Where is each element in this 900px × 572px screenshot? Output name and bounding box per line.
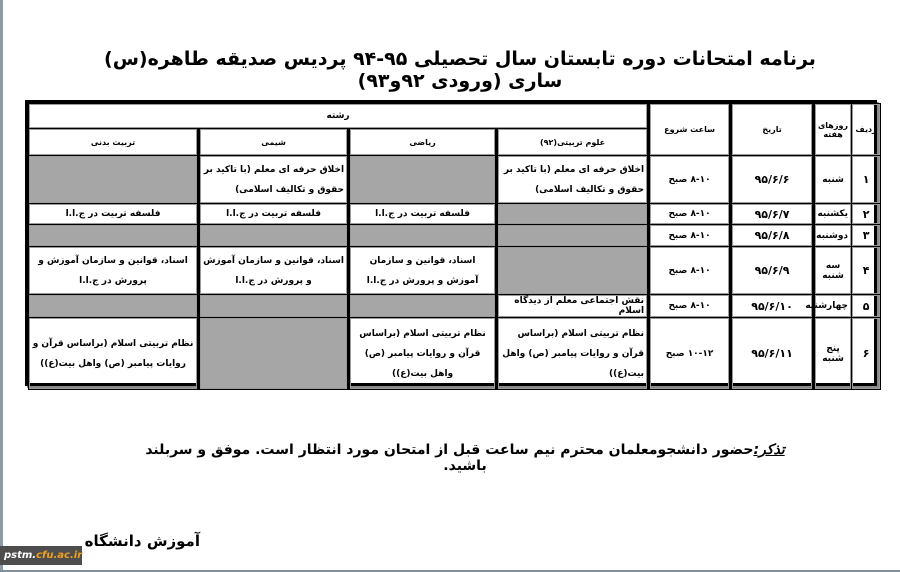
row-weekday: چهارشنبه: [814, 295, 852, 318]
exam-cell-empty: [497, 225, 649, 247]
exam-cell: فلسفه تربیت در ج.ا.ا: [199, 204, 349, 225]
site-watermark: [0, 546, 82, 565]
header-weekday: روزهای هفته: [814, 104, 852, 156]
header-major-physical-education: تربیت بدنی: [29, 129, 199, 156]
row-time: ۸-۱۰ صبح: [649, 247, 731, 295]
row-date: ۹۵/۶/۸: [731, 225, 814, 247]
exam-cell: اسناد، قوانین و سازمان آموزش و پرورش در ج.ا.ا: [349, 247, 497, 295]
row-time: ۸-۱۰ صبح: [649, 295, 731, 318]
table-row: [29, 318, 881, 390]
watermark-part-a: pstm.: [4, 550, 37, 561]
signature: آموزش دانشگاه: [84, 532, 200, 550]
row-date: ۹۵/۶/۱۱: [731, 318, 814, 390]
exam-cell-empty: [29, 156, 199, 204]
row-time: ۸-۱۰ صبح: [649, 225, 731, 247]
row-weekday: شنبه: [814, 156, 852, 204]
row-weekday: دوشنبه: [814, 225, 852, 247]
exam-cell-empty: [349, 295, 497, 318]
exam-cell-empty: [349, 156, 497, 204]
table-row: [29, 204, 881, 225]
row-date: ۹۵/۶/۶: [731, 156, 814, 204]
row-number: ۲: [852, 204, 881, 225]
row-number: ۴: [852, 247, 881, 295]
row-time: ۸-۱۰ صبح: [649, 204, 731, 225]
exam-notice: [130, 442, 800, 474]
row-date: ۹۵/۶/۹: [731, 247, 814, 295]
row-date: ۹۵/۶/۷: [731, 204, 814, 225]
notice-label: تذکر:: [753, 442, 785, 458]
row-number: ۶: [852, 318, 881, 390]
header-major-chemistry: شیمی: [199, 129, 349, 156]
exam-cell: نظام تربیتی اسلام (براساس قرآن و روایات پیامبر (ص) واهل بیت(ع)): [349, 318, 497, 390]
row-date: ۹۵/۶/۱۰: [731, 295, 814, 318]
row-time: ۱۰-۱۲ صبح: [649, 318, 731, 390]
exam-cell-empty: [497, 247, 649, 295]
page-title: برنامه امتحانات دوره تابستان سال تحصیلی ۹۵-۹۴ پردیس صدیقه طاهره(س) ساری (ورودی ۹۲و۹۳): [104, 48, 816, 92]
row-time: ۸-۱۰ صبح: [649, 156, 731, 204]
row-number: ۱: [852, 156, 881, 204]
window-left-edge: [0, 0, 3, 572]
exam-cell-empty: [29, 295, 199, 318]
exam-cell-empty: [29, 225, 199, 247]
header-major-group: رشته: [29, 104, 649, 129]
row-weekday: سه شنبه: [814, 247, 852, 295]
exam-cell: اسناد، قوانین و سازمان آموزش و پرورش در ج.ا.ا: [29, 247, 199, 295]
exam-cell-empty: [199, 295, 349, 318]
header-major-educational-sciences: علوم تربیتی(۹۲): [497, 129, 649, 156]
header-start-time: ساعت شروع: [649, 104, 731, 156]
exam-cell: فلسفه تربیت در ج.ا.ا: [349, 204, 497, 225]
header-row-no: ردیف: [852, 104, 881, 156]
exam-cell-empty: [349, 225, 497, 247]
row-weekday: یکشنبه: [814, 204, 852, 225]
row-number: ۵: [852, 295, 881, 318]
exam-cell: نظام تربیتی اسلام (براساس قرآن و روایات پیامبر (ص) واهل بیت(ع)): [29, 318, 199, 390]
exam-cell: نظام تربیتی اسلام (براساس قرآن و روایات پیامبر (ص) واهل بیت(ع)): [497, 318, 649, 390]
row-weekday: پنج شنبه: [814, 318, 852, 390]
watermark-part-b: cfu.ac.ir: [36, 550, 83, 561]
exam-cell-empty: [497, 204, 649, 225]
table-row: [29, 295, 881, 318]
table-row: [29, 156, 881, 204]
table-row: [29, 225, 881, 247]
notice-text: حضور دانشجومعلمان محترم نیم ساعت قبل از امتحان مورد انتظار است. موفق و سربلند باشید.: [145, 442, 754, 474]
exam-schedule-table: [25, 100, 877, 386]
table-row: [29, 247, 881, 295]
header-major-math: ریاضی: [349, 129, 497, 156]
exam-cell: اخلاق حرفه ای معلم (با تاکید بر حقوق و تکالیف اسلامی): [199, 156, 349, 204]
exam-cell: اسناد، قوانین و سازمان آموزش و پرورش در ج.ا.ا: [199, 247, 349, 295]
exam-cell: فلسفه تربیت در ج.ا.ا: [29, 204, 199, 225]
exam-cell: نقش اجتماعی معلم از دیدگاه اسلام: [497, 295, 649, 318]
exam-cell-empty: [199, 225, 349, 247]
row-number: ۳: [852, 225, 881, 247]
exam-cell: اخلاق حرفه ای معلم (با تاکید بر حقوق و تکالیف اسلامی): [497, 156, 649, 204]
exam-cell-empty: [199, 318, 349, 390]
header-date: تاریخ: [731, 104, 814, 156]
